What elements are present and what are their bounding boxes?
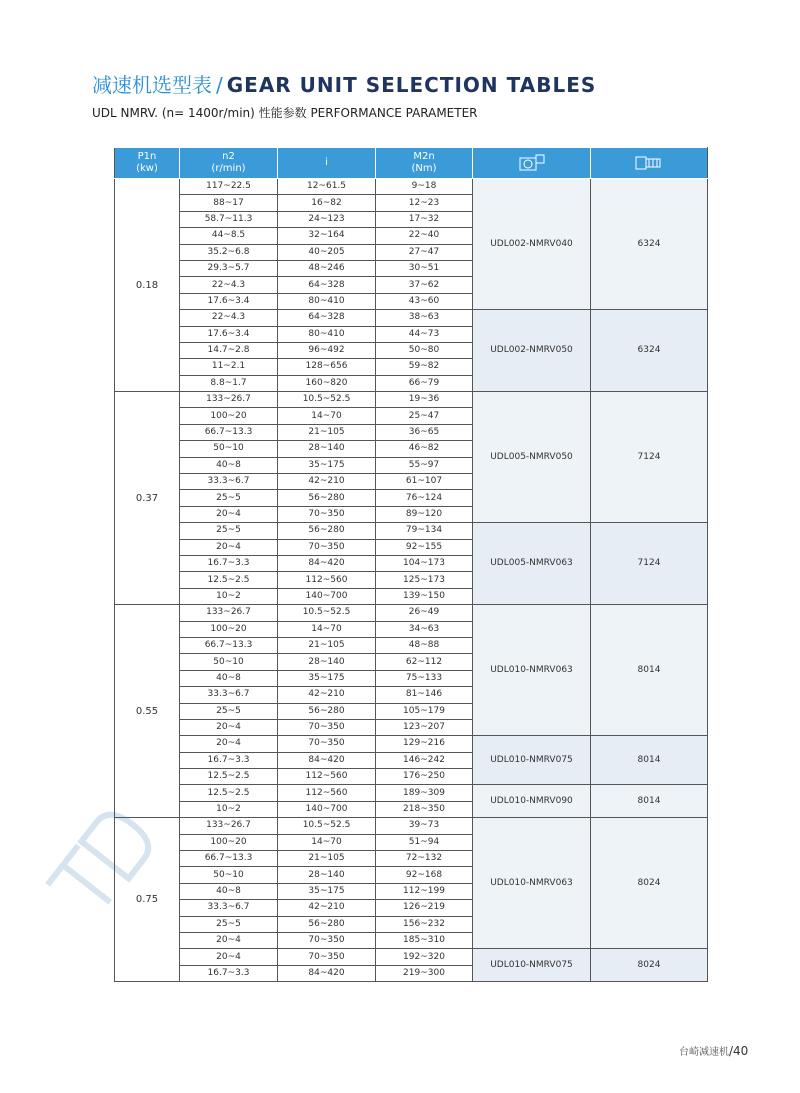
ratio-cell: 56~280 xyxy=(278,523,376,539)
torque-cell: 26~49 xyxy=(376,605,473,621)
ratio-cell: 112~560 xyxy=(278,769,376,785)
ratio-cell: 64~328 xyxy=(278,277,376,293)
power-cell: 0.37 xyxy=(115,392,180,605)
speed-cell: 33.3~6.7 xyxy=(180,900,278,916)
ratio-cell: 10.5~52.5 xyxy=(278,392,376,408)
model-cell: UDL005-NMRV050 xyxy=(473,392,591,523)
col-header-power-unit: (kw) xyxy=(136,163,158,174)
model-cell: UDL005-NMRV063 xyxy=(473,523,591,605)
speed-cell: 50~10 xyxy=(180,441,278,457)
torque-cell: 59~82 xyxy=(376,359,473,375)
torque-cell: 126~219 xyxy=(376,900,473,916)
ratio-cell: 56~280 xyxy=(278,703,376,719)
speed-cell: 16.7~3.3 xyxy=(180,752,278,768)
speed-cell: 22~4.3 xyxy=(180,277,278,293)
torque-cell: 92~168 xyxy=(376,867,473,883)
ratio-cell: 35~175 xyxy=(278,670,376,686)
speed-cell: 35.2~6.8 xyxy=(180,244,278,260)
ratio-cell: 70~350 xyxy=(278,932,376,948)
torque-cell: 36~65 xyxy=(376,424,473,440)
speed-cell: 33.3~6.7 xyxy=(180,474,278,490)
ratio-cell: 10.5~52.5 xyxy=(278,605,376,621)
speed-cell: 44~8.5 xyxy=(180,228,278,244)
torque-cell: 105~179 xyxy=(376,703,473,719)
model-cell: UDL010-NMRV075 xyxy=(473,736,591,785)
power-cell: 0.18 xyxy=(115,179,180,392)
code-cell: 6324 xyxy=(591,179,708,310)
col-header-model xyxy=(473,148,591,179)
speed-cell: 25~5 xyxy=(180,916,278,932)
speed-cell: 25~5 xyxy=(180,703,278,719)
ratio-cell: 14~70 xyxy=(278,834,376,850)
torque-cell: 189~309 xyxy=(376,785,473,801)
power-cell: 0.55 xyxy=(115,605,180,818)
col-header-power xyxy=(115,148,180,179)
ratio-cell: 24~123 xyxy=(278,211,376,227)
ratio-cell: 112~560 xyxy=(278,785,376,801)
torque-cell: 22~40 xyxy=(376,228,473,244)
speed-cell: 20~4 xyxy=(180,949,278,965)
ratio-cell: 70~350 xyxy=(278,539,376,555)
ratio-cell: 42~210 xyxy=(278,474,376,490)
ratio-cell: 16~82 xyxy=(278,195,376,211)
page-title xyxy=(92,71,596,99)
speed-cell: 20~4 xyxy=(180,506,278,522)
speed-cell: 50~10 xyxy=(180,654,278,670)
ratio-cell: 35~175 xyxy=(278,457,376,473)
speed-cell: 40~8 xyxy=(180,670,278,686)
col-header-speed-label: n2 xyxy=(222,151,235,162)
torque-cell: 72~132 xyxy=(376,851,473,867)
col-header-ratio-label: i xyxy=(325,157,328,168)
torque-cell: 17~32 xyxy=(376,211,473,227)
title-cn: 减速机选型表 xyxy=(92,73,212,97)
speed-cell: 50~10 xyxy=(180,867,278,883)
speed-cell: 20~4 xyxy=(180,932,278,948)
ratio-cell: 14~70 xyxy=(278,408,376,424)
torque-cell: 44~73 xyxy=(376,326,473,342)
torque-cell: 30~51 xyxy=(376,260,473,276)
ratio-cell: 21~105 xyxy=(278,637,376,653)
speed-cell: 16.7~3.3 xyxy=(180,555,278,571)
ratio-cell: 80~410 xyxy=(278,326,376,342)
ratio-cell: 70~350 xyxy=(278,719,376,735)
torque-cell: 112~199 xyxy=(376,883,473,899)
torque-cell: 9~18 xyxy=(376,179,473,195)
speed-cell: 10~2 xyxy=(180,588,278,604)
torque-cell: 81~146 xyxy=(376,687,473,703)
torque-cell: 125~173 xyxy=(376,572,473,588)
ratio-cell: 140~700 xyxy=(278,588,376,604)
torque-cell: 19~36 xyxy=(376,392,473,408)
ratio-cell: 14~70 xyxy=(278,621,376,637)
speed-cell: 12.5~2.5 xyxy=(180,785,278,801)
ratio-cell: 128~656 xyxy=(278,359,376,375)
torque-cell: 66~79 xyxy=(376,375,473,391)
torque-cell: 46~82 xyxy=(376,441,473,457)
ratio-cell: 96~492 xyxy=(278,342,376,358)
code-cell: 8014 xyxy=(591,785,708,818)
speed-cell: 14.7~2.8 xyxy=(180,342,278,358)
speed-cell: 10~2 xyxy=(180,801,278,817)
table-row xyxy=(115,392,708,408)
speed-cell: 12.5~2.5 xyxy=(180,572,278,588)
torque-cell: 104~173 xyxy=(376,555,473,571)
table-row xyxy=(115,523,708,539)
torque-cell: 75~133 xyxy=(376,670,473,686)
torque-cell: 156~232 xyxy=(376,916,473,932)
ratio-cell: 28~140 xyxy=(278,867,376,883)
speed-cell: 40~8 xyxy=(180,457,278,473)
torque-cell: 92~155 xyxy=(376,539,473,555)
torque-cell: 219~300 xyxy=(376,965,473,981)
model-cell: UDL010-NMRV063 xyxy=(473,818,591,949)
col-header-torque-label: M2n xyxy=(413,151,435,162)
speed-cell: 117~22.5 xyxy=(180,179,278,195)
ratio-cell: 70~350 xyxy=(278,949,376,965)
col-header-code xyxy=(591,148,708,179)
torque-cell: 62~112 xyxy=(376,654,473,670)
ratio-cell: 40~205 xyxy=(278,244,376,260)
table-row xyxy=(115,179,708,195)
ratio-cell: 160~820 xyxy=(278,375,376,391)
table-row xyxy=(115,310,708,326)
code-cell: 8024 xyxy=(591,818,708,949)
speed-cell: 58.7~11.3 xyxy=(180,211,278,227)
ratio-cell: 80~410 xyxy=(278,293,376,309)
speed-cell: 100~20 xyxy=(180,621,278,637)
torque-cell: 123~207 xyxy=(376,719,473,735)
ratio-cell: 32~164 xyxy=(278,228,376,244)
torque-cell: 129~216 xyxy=(376,736,473,752)
speed-cell: 11~2.1 xyxy=(180,359,278,375)
model-cell: UDL010-NMRV075 xyxy=(473,949,591,982)
model-cell: UDL010-NMRV090 xyxy=(473,785,591,818)
worm-gearbox-icon xyxy=(517,153,547,173)
ratio-cell: 70~350 xyxy=(278,506,376,522)
ratio-cell: 64~328 xyxy=(278,310,376,326)
ratio-cell: 112~560 xyxy=(278,572,376,588)
speed-cell: 33.3~6.7 xyxy=(180,687,278,703)
col-header-torque xyxy=(376,148,473,179)
speed-cell: 40~8 xyxy=(180,883,278,899)
torque-cell: 61~107 xyxy=(376,474,473,490)
speed-cell: 25~5 xyxy=(180,523,278,539)
torque-cell: 76~124 xyxy=(376,490,473,506)
torque-cell: 192~320 xyxy=(376,949,473,965)
speed-cell: 8.8~1.7 xyxy=(180,375,278,391)
code-cell: 8014 xyxy=(591,736,708,785)
model-cell: UDL002-NMRV040 xyxy=(473,179,591,310)
col-header-torque-unit: (Nm) xyxy=(411,163,437,174)
speed-cell: 20~4 xyxy=(180,736,278,752)
torque-cell: 37~62 xyxy=(376,277,473,293)
speed-cell: 29.3~5.7 xyxy=(180,260,278,276)
speed-cell: 100~20 xyxy=(180,408,278,424)
ratio-cell: 10.5~52.5 xyxy=(278,818,376,834)
motor-reducer-icon xyxy=(634,153,664,173)
speed-cell: 22~4.3 xyxy=(180,310,278,326)
torque-cell: 34~63 xyxy=(376,621,473,637)
col-header-speed-unit: (r/min) xyxy=(211,163,246,174)
torque-cell: 146~242 xyxy=(376,752,473,768)
torque-cell: 218~350 xyxy=(376,801,473,817)
ratio-cell: 56~280 xyxy=(278,490,376,506)
speed-cell: 133~26.7 xyxy=(180,818,278,834)
torque-cell: 79~134 xyxy=(376,523,473,539)
speed-cell: 25~5 xyxy=(180,490,278,506)
speed-cell: 133~26.7 xyxy=(180,605,278,621)
speed-cell: 16.7~3.3 xyxy=(180,965,278,981)
col-header-ratio xyxy=(278,148,376,179)
table-header-row xyxy=(115,148,708,179)
ratio-cell: 70~350 xyxy=(278,736,376,752)
ratio-cell: 84~420 xyxy=(278,555,376,571)
col-header-speed xyxy=(180,148,278,179)
ratio-cell: 28~140 xyxy=(278,441,376,457)
table-row xyxy=(115,736,708,752)
ratio-cell: 42~210 xyxy=(278,900,376,916)
page-number: /40 xyxy=(729,1044,749,1058)
ratio-cell: 56~280 xyxy=(278,916,376,932)
speed-cell: 100~20 xyxy=(180,834,278,850)
speed-cell: 66.7~13.3 xyxy=(180,851,278,867)
ratio-cell: 84~420 xyxy=(278,965,376,981)
torque-cell: 50~80 xyxy=(376,342,473,358)
speed-cell: 88~17 xyxy=(180,195,278,211)
speed-cell: 20~4 xyxy=(180,539,278,555)
speed-cell: 17.6~3.4 xyxy=(180,326,278,342)
code-cell: 7124 xyxy=(591,523,708,605)
speed-cell: 17.6~3.4 xyxy=(180,293,278,309)
table-row xyxy=(115,949,708,965)
selection-table xyxy=(114,147,708,982)
code-cell: 6324 xyxy=(591,310,708,392)
ratio-cell: 28~140 xyxy=(278,654,376,670)
ratio-cell: 42~210 xyxy=(278,687,376,703)
table-body xyxy=(115,179,708,982)
table-row xyxy=(115,605,708,621)
ratio-cell: 84~420 xyxy=(278,752,376,768)
ratio-cell: 21~105 xyxy=(278,424,376,440)
code-cell: 7124 xyxy=(591,392,708,523)
title-separator: / xyxy=(216,73,223,97)
code-cell: 8014 xyxy=(591,605,708,736)
table-row xyxy=(115,818,708,834)
torque-cell: 12~23 xyxy=(376,195,473,211)
torque-cell: 48~88 xyxy=(376,637,473,653)
ratio-cell: 48~246 xyxy=(278,260,376,276)
page-footer xyxy=(679,1043,748,1058)
ratio-cell: 140~700 xyxy=(278,801,376,817)
code-cell: 8024 xyxy=(591,949,708,982)
speed-cell: 20~4 xyxy=(180,719,278,735)
ratio-cell: 21~105 xyxy=(278,851,376,867)
torque-cell: 43~60 xyxy=(376,293,473,309)
model-cell: UDL010-NMRV063 xyxy=(473,605,591,736)
torque-cell: 176~250 xyxy=(376,769,473,785)
torque-cell: 38~63 xyxy=(376,310,473,326)
speed-cell: 12.5~2.5 xyxy=(180,769,278,785)
power-cell: 0.75 xyxy=(115,818,180,982)
torque-cell: 139~150 xyxy=(376,588,473,604)
torque-cell: 185~310 xyxy=(376,932,473,948)
footer-brand: 台崎减速机 xyxy=(679,1047,729,1058)
torque-cell: 89~120 xyxy=(376,506,473,522)
table-row xyxy=(115,785,708,801)
torque-cell: 39~73 xyxy=(376,818,473,834)
title-en: GEAR UNIT SELECTION TABLES xyxy=(226,73,597,97)
torque-cell: 25~47 xyxy=(376,408,473,424)
ratio-cell: 35~175 xyxy=(278,883,376,899)
speed-cell: 66.7~13.3 xyxy=(180,637,278,653)
page-subtitle: UDL NMRV. (n= 1400r/min) 性能参数 PERFORMANCE PARAMETER xyxy=(92,106,478,120)
speed-cell: 133~26.7 xyxy=(180,392,278,408)
torque-cell: 51~94 xyxy=(376,834,473,850)
model-cell: UDL002-NMRV050 xyxy=(473,310,591,392)
ratio-cell: 12~61.5 xyxy=(278,179,376,195)
speed-cell: 66.7~13.3 xyxy=(180,424,278,440)
torque-cell: 27~47 xyxy=(376,244,473,260)
col-header-power-label: P1n xyxy=(137,151,157,162)
torque-cell: 55~97 xyxy=(376,457,473,473)
